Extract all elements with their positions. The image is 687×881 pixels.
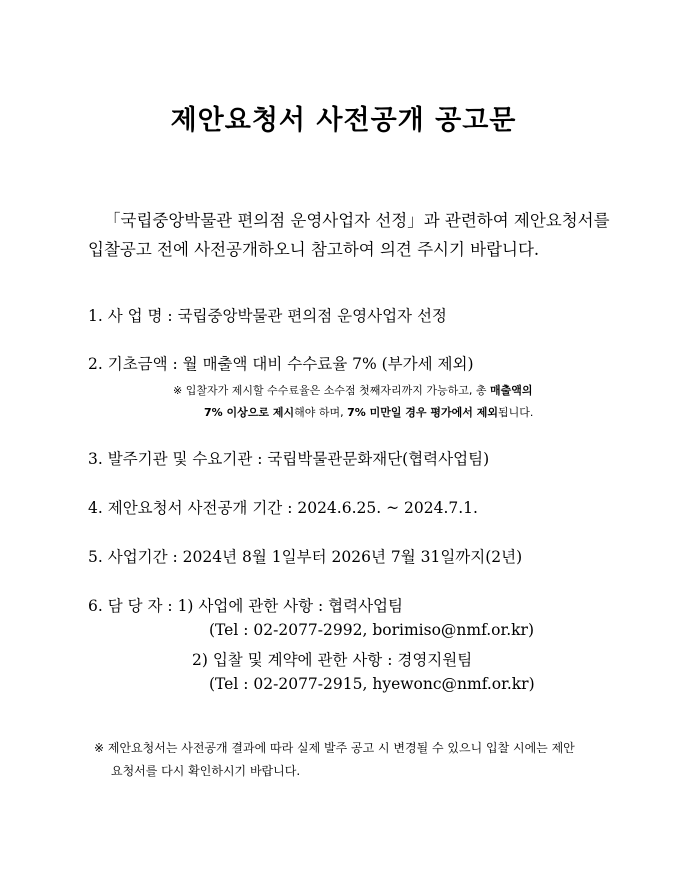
note-text-f: 됩니다. bbox=[497, 406, 534, 419]
intro-line-1: 「국립중앙박물관 편의점 운영사업자 선정」과 관련하여 제안요청서를 bbox=[104, 211, 610, 230]
contact-item-2: 2) 입찰 및 계약에 관한 사항 : 경영지원팀 bbox=[192, 651, 473, 669]
contact-tel-1: (Tel : 02-2077-2992, borimiso@nmf.or.kr) bbox=[209, 621, 535, 639]
note-text-d: 해야 하며, bbox=[294, 406, 348, 419]
base-amount-note-line-1 bbox=[173, 382, 532, 398]
footer-note-line-1: ※ 제안요청서는 사전공개 결과에 따라 실제 발주 공고 시 변경될 수 있으니 입찰 시에는 제안 bbox=[94, 741, 575, 755]
page-title: 제안요청서 사전공개 공고문 bbox=[170, 105, 517, 136]
item-project-period: 5. 사업기간 : 2024년 8월 1일부터 2026년 7월 31일까지(2년) bbox=[88, 548, 523, 566]
item-ordering-agency: 3. 발주기관 및 수요기관 : 국립박물관문화재단(협력사업팀) bbox=[88, 450, 490, 468]
contact-tel-2: (Tel : 02-2077-2915, hyewonc@nmf.or.kr) bbox=[209, 675, 535, 693]
intro-line-2: 입찰공고 전에 사전공개하오니 참고하여 의견 주시기 바랍니다. bbox=[88, 240, 540, 259]
note-text-a: ※ 입찰자가 제시할 수수료율은 소수점 첫째자리까지 가능하고, 총 bbox=[173, 384, 490, 397]
note-text-b: 매출액의 bbox=[489, 384, 533, 397]
footer-note-line-2: 요청서를 다시 확인하시기 바랍니다. bbox=[111, 764, 301, 778]
note-text-e: 7% 미만일 경우 평가에서 제외 bbox=[347, 406, 498, 419]
item-contact: 6. 담 당 자 : 1) 사업에 관한 사항 : 협력사업팀 bbox=[88, 597, 404, 615]
item-base-amount: 2. 기초금액 : 월 매출액 대비 수수료율 7% (부가세 제외) bbox=[88, 355, 474, 373]
item-project-name: 1. 사 업 명 : 국립중앙박물관 편의점 운영사업자 선정 bbox=[88, 307, 447, 325]
note-text-c: 7% 이상으로 제시 bbox=[204, 406, 295, 419]
base-amount-note-line-2 bbox=[204, 404, 533, 420]
item-disclosure-period: 4. 제안요청서 사전공개 기간 : 2024.6.25. ~ 2024.7.1. bbox=[88, 499, 478, 517]
